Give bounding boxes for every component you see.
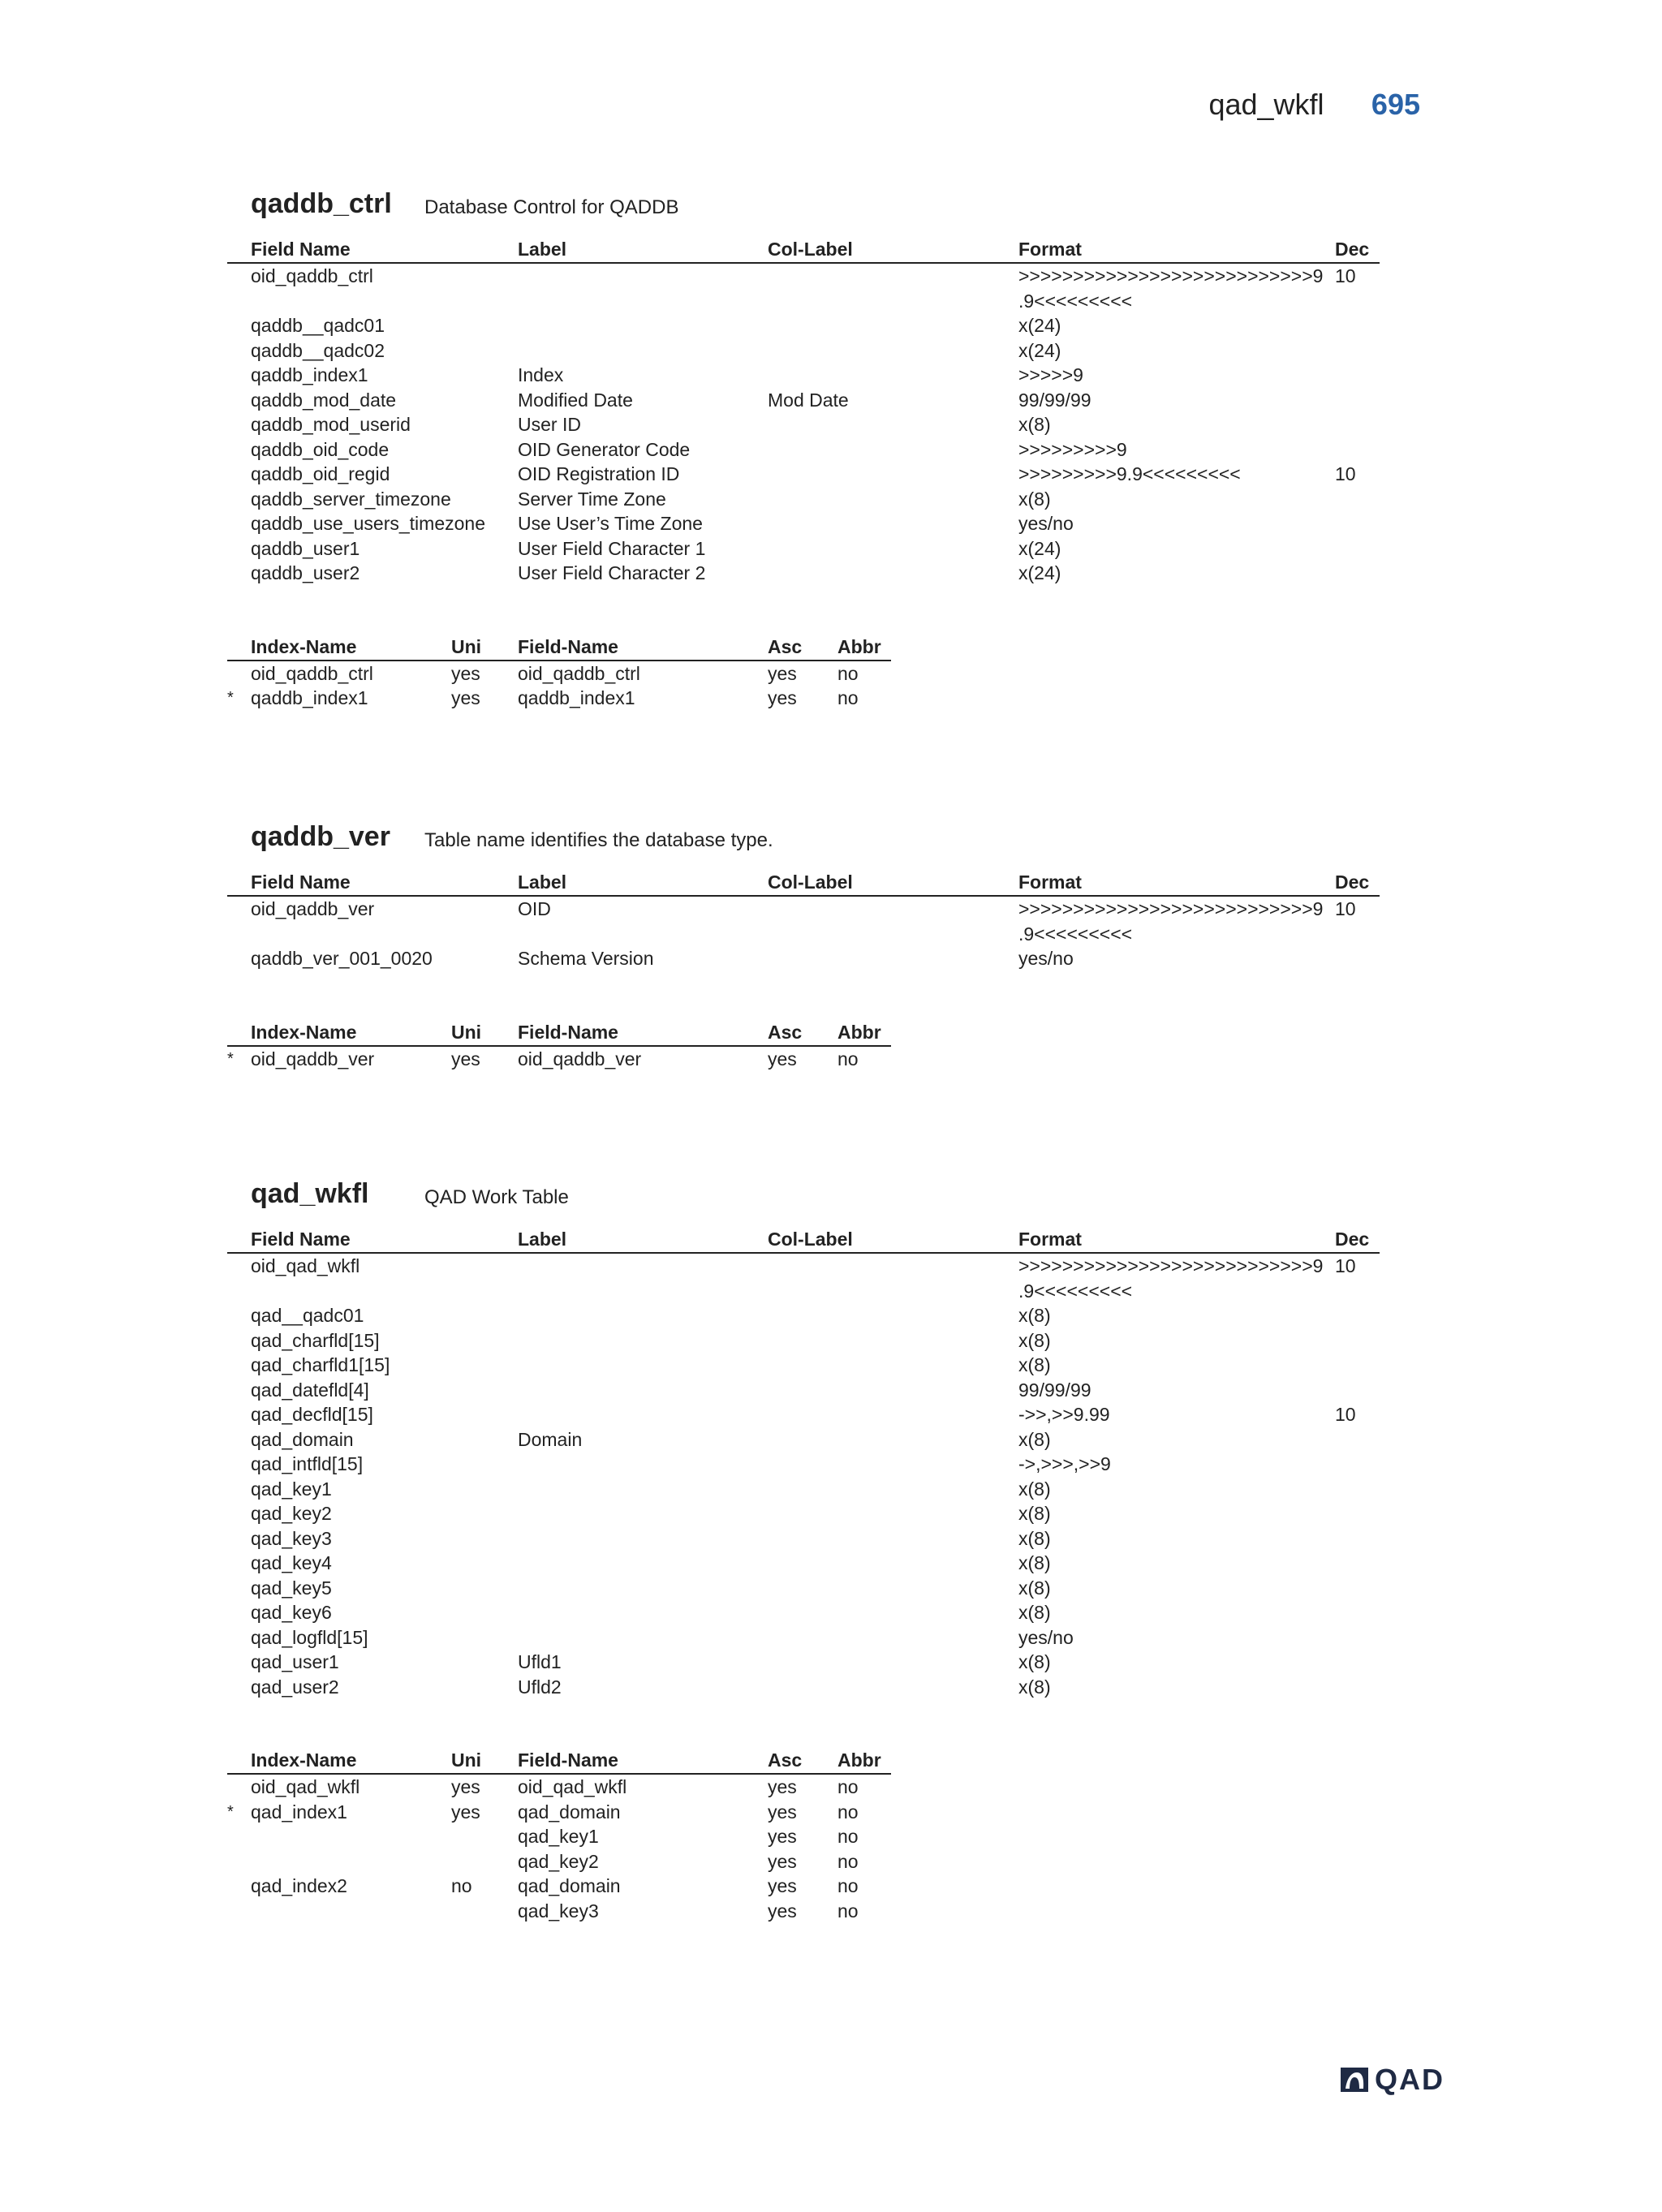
table-section-qaddb_ver <box>227 821 1380 1071</box>
field-table-header <box>227 237 1380 262</box>
primary-index-marker: * <box>227 1049 234 1068</box>
index-cell: yes <box>768 1850 797 1872</box>
field-row <box>227 1551 1380 1576</box>
index-cell: yes <box>451 662 480 684</box>
field-row <box>227 1254 1380 1279</box>
field-cell: qaddb_user2 <box>251 562 360 583</box>
qad-logo <box>1339 2063 1445 2097</box>
field-row <box>227 1600 1380 1625</box>
index-cell: no <box>837 1900 859 1922</box>
index-cell: qaddb_index1 <box>251 687 368 708</box>
index-cell: no <box>837 687 859 708</box>
column-header: Field-Name <box>518 635 618 657</box>
index-cell: no <box>837 1875 859 1896</box>
field-row <box>227 1402 1380 1427</box>
running-title: qad_wkfl <box>1208 88 1324 121</box>
field-cell: yes/no <box>1018 948 1074 969</box>
index-cell: no <box>837 1826 859 1847</box>
index-table <box>227 635 1380 711</box>
field-row <box>227 462 1380 487</box>
field-row <box>227 1625 1380 1650</box>
field-cell: qaddb_index1 <box>251 364 368 385</box>
column-header: Col-Label <box>768 871 853 893</box>
field-cell: x(8) <box>1018 1428 1051 1450</box>
index-cell: no <box>837 1048 859 1069</box>
field-cell: >>>>>9 <box>1018 364 1083 385</box>
field-cell: qad_key4 <box>251 1552 332 1573</box>
field-cell: qad_user1 <box>251 1651 339 1672</box>
field-row <box>227 289 1380 314</box>
index-row <box>227 1800 1380 1825</box>
field-cell: 10 <box>1335 1255 1356 1276</box>
field-cell: .9<<<<<<<<< <box>1018 923 1133 945</box>
field-row <box>227 1328 1380 1353</box>
field-cell: qad_user2 <box>251 1676 339 1698</box>
table-description: Table name identifies the database type. <box>424 829 773 851</box>
field-cell: yes/no <box>1018 1626 1074 1648</box>
index-row <box>227 1824 1380 1849</box>
field-table <box>227 870 1380 971</box>
field-row <box>227 1452 1380 1477</box>
index-table-header <box>227 1020 1380 1045</box>
field-cell: Ufld2 <box>518 1676 562 1698</box>
field-cell: x(8) <box>1018 1552 1051 1573</box>
index-row <box>227 1047 1380 1072</box>
index-cell: no <box>837 1776 859 1797</box>
field-cell: .9<<<<<<<<< <box>1018 1280 1133 1302</box>
field-cell: ->>,>>9.99 <box>1018 1404 1110 1425</box>
column-header: Asc <box>768 1021 803 1043</box>
index-cell: yes <box>451 1801 480 1823</box>
field-row <box>227 437 1380 463</box>
index-table-header <box>227 635 1380 660</box>
field-row <box>227 487 1380 512</box>
field-cell: qaddb_ver_001_0020 <box>251 948 433 969</box>
field-cell: Schema Version <box>518 948 654 969</box>
field-cell: 10 <box>1335 265 1356 286</box>
index-table <box>227 1020 1380 1072</box>
index-cell: yes <box>451 687 480 708</box>
field-cell: x(8) <box>1018 488 1051 510</box>
field-row <box>227 1650 1380 1675</box>
field-row <box>227 536 1380 562</box>
column-header: Uni <box>451 1749 482 1771</box>
field-table <box>227 1227 1380 1699</box>
index-row <box>227 1849 1380 1874</box>
field-cell: qad_key2 <box>251 1503 332 1524</box>
field-cell: qad_decfld[15] <box>251 1404 373 1425</box>
column-header: Asc <box>768 1749 803 1771</box>
field-cell: qad_charfld[15] <box>251 1329 380 1351</box>
field-row <box>227 922 1380 947</box>
index-cell: qad_key1 <box>518 1826 599 1847</box>
table-heading <box>251 188 1380 237</box>
column-header: Asc <box>768 635 803 657</box>
field-row <box>227 1279 1380 1304</box>
table-name: qaddb_ctrl <box>251 188 392 219</box>
field-cell: qad__qadc01 <box>251 1305 364 1326</box>
field-cell: Use User’s Time Zone <box>518 513 703 534</box>
primary-index-marker: * <box>227 1802 234 1821</box>
column-header: Abbr <box>837 635 881 657</box>
field-cell: Domain <box>518 1428 583 1450</box>
field-cell: oid_qaddb_ctrl <box>251 265 373 286</box>
column-header: Dec <box>1335 239 1370 260</box>
column-header: Field-Name <box>518 1021 618 1043</box>
index-cell: yes <box>768 1875 797 1896</box>
field-row <box>227 1477 1380 1502</box>
field-table <box>227 237 1380 586</box>
index-cell: oid_qaddb_ver <box>518 1048 642 1069</box>
field-row <box>227 313 1380 338</box>
page-header <box>1208 88 1420 122</box>
field-row <box>227 363 1380 388</box>
column-header: Abbr <box>837 1021 881 1043</box>
field-cell: User ID <box>518 414 581 435</box>
field-cell: x(24) <box>1018 537 1061 559</box>
field-row <box>227 412 1380 437</box>
field-cell: x(24) <box>1018 315 1061 336</box>
field-cell: qaddb_oid_regid <box>251 463 390 484</box>
field-cell: 10 <box>1335 463 1356 484</box>
field-table-header <box>227 1227 1380 1252</box>
table-heading <box>251 1178 1380 1227</box>
field-cell: >>>>>>>>>9 <box>1018 438 1127 460</box>
table-heading <box>251 821 1380 870</box>
field-cell: x(8) <box>1018 414 1051 435</box>
index-cell: qad_domain <box>518 1875 621 1896</box>
column-header: Field-Name <box>518 1749 618 1771</box>
qad-logo-icon <box>1339 2066 1370 2094</box>
field-cell: oid_qaddb_ver <box>251 898 375 919</box>
field-row <box>227 511 1380 536</box>
index-cell: yes <box>768 1801 797 1823</box>
index-cell: no <box>837 1801 859 1823</box>
index-cell: qad_key3 <box>518 1900 599 1922</box>
field-row <box>227 1526 1380 1551</box>
field-cell: Index <box>518 364 564 385</box>
field-cell: qaddb_server_timezone <box>251 488 451 510</box>
field-cell: yes/no <box>1018 513 1074 534</box>
index-cell: qad_index1 <box>251 1801 347 1823</box>
column-header: Uni <box>451 1021 482 1043</box>
field-cell: qad_key1 <box>251 1478 332 1500</box>
column-header: Format <box>1018 871 1082 893</box>
field-cell: qad_key3 <box>251 1527 332 1549</box>
table-description: QAD Work Table <box>424 1186 569 1208</box>
field-cell: x(8) <box>1018 1503 1051 1524</box>
field-row <box>227 1353 1380 1378</box>
field-cell: 10 <box>1335 1404 1356 1425</box>
index-row <box>227 686 1380 711</box>
index-cell: oid_qad_wkfl <box>518 1776 627 1797</box>
index-cell: yes <box>768 1048 797 1069</box>
column-header: Dec <box>1335 871 1370 893</box>
column-header: Index-Name <box>251 1749 357 1771</box>
index-cell: yes <box>768 1900 797 1922</box>
index-cell: oid_qaddb_ctrl <box>251 662 373 684</box>
column-header: Field Name <box>251 871 351 893</box>
index-cell: qad_index2 <box>251 1875 347 1896</box>
page-number: 695 <box>1371 88 1420 121</box>
field-cell: 10 <box>1335 898 1356 919</box>
field-row <box>227 561 1380 586</box>
column-header: Col-Label <box>768 239 853 260</box>
field-cell: >>>>>>>>>>>>>>>>>>>>>>>>>>>9 <box>1018 265 1324 286</box>
field-cell: qad_datefld[4] <box>251 1379 369 1401</box>
field-cell: qaddb_use_users_timezone <box>251 513 485 534</box>
field-cell: qaddb__qadc02 <box>251 339 385 361</box>
field-cell: x(8) <box>1018 1478 1051 1500</box>
index-cell: no <box>451 1875 472 1896</box>
field-table-header <box>227 870 1380 895</box>
field-cell: Ufld1 <box>518 1651 562 1672</box>
primary-index-marker: * <box>227 689 234 707</box>
field-cell: x(8) <box>1018 1527 1051 1549</box>
index-cell: qaddb_index1 <box>518 687 635 708</box>
field-cell: x(8) <box>1018 1329 1051 1351</box>
field-cell: qaddb_mod_date <box>251 389 397 411</box>
field-cell: x(8) <box>1018 1577 1051 1599</box>
table-description: Database Control for QADDB <box>424 196 679 218</box>
field-cell: OID Generator Code <box>518 438 691 460</box>
field-cell: qad_charfld1[15] <box>251 1354 390 1375</box>
field-cell: x(24) <box>1018 339 1061 361</box>
field-cell: qad_key6 <box>251 1602 332 1623</box>
qad-logo-text: QAD <box>1375 2063 1445 2096</box>
column-header: Field Name <box>251 239 351 260</box>
index-cell: no <box>837 1850 859 1872</box>
field-row <box>227 1378 1380 1403</box>
index-cell: yes <box>451 1048 480 1069</box>
field-cell: Mod Date <box>768 389 849 411</box>
column-header: Format <box>1018 239 1082 260</box>
column-header: Abbr <box>837 1749 881 1771</box>
field-row <box>227 1501 1380 1526</box>
column-header: Field Name <box>251 1229 351 1250</box>
field-cell: x(8) <box>1018 1354 1051 1375</box>
field-row <box>227 897 1380 922</box>
column-header: Uni <box>451 635 482 657</box>
index-table-header <box>227 1748 1380 1773</box>
index-table <box>227 1748 1380 1923</box>
field-cell: >>>>>>>>>>>>>>>>>>>>>>>>>>>9 <box>1018 1255 1324 1276</box>
field-cell: Modified Date <box>518 389 633 411</box>
field-cell: qad_intfld[15] <box>251 1453 364 1474</box>
field-cell: >>>>>>>>>>>>>>>>>>>>>>>>>>>9 <box>1018 898 1324 919</box>
field-cell: .9<<<<<<<<< <box>1018 290 1133 312</box>
field-cell: qaddb_user1 <box>251 537 360 559</box>
index-cell: oid_qaddb_ctrl <box>518 662 640 684</box>
field-cell: 99/99/99 <box>1018 389 1091 411</box>
field-row <box>227 264 1380 289</box>
index-row <box>227 1899 1380 1924</box>
index-cell: oid_qad_wkfl <box>251 1776 360 1797</box>
field-cell: x(24) <box>1018 562 1061 583</box>
field-cell: qaddb_oid_code <box>251 438 390 460</box>
field-row <box>227 338 1380 364</box>
index-cell: yes <box>768 662 797 684</box>
index-cell: oid_qaddb_ver <box>251 1048 375 1069</box>
field-cell: oid_qad_wkfl <box>251 1255 360 1276</box>
column-header: Dec <box>1335 1229 1370 1250</box>
field-cell: User Field Character 1 <box>518 537 706 559</box>
index-cell: yes <box>768 1776 797 1797</box>
field-cell: ->,>>>,>>9 <box>1018 1453 1111 1474</box>
index-row <box>227 1874 1380 1899</box>
index-cell: qad_key2 <box>518 1850 599 1872</box>
column-header: Col-Label <box>768 1229 853 1250</box>
field-row <box>227 1303 1380 1328</box>
field-cell: 99/99/99 <box>1018 1379 1091 1401</box>
index-cell: yes <box>768 687 797 708</box>
index-cell: qad_domain <box>518 1801 621 1823</box>
field-row <box>227 946 1380 971</box>
column-header: Index-Name <box>251 635 357 657</box>
column-header: Label <box>518 871 567 893</box>
index-row <box>227 661 1380 686</box>
field-row <box>227 1576 1380 1601</box>
column-header: Label <box>518 1229 567 1250</box>
table-section-qad_wkfl <box>227 1178 1380 1923</box>
field-cell: qaddb_mod_userid <box>251 414 411 435</box>
column-header: Format <box>1018 1229 1082 1250</box>
field-cell: x(8) <box>1018 1602 1051 1623</box>
field-row <box>227 388 1380 413</box>
field-cell: qaddb__qadc01 <box>251 315 385 336</box>
field-cell: Server Time Zone <box>518 488 666 510</box>
field-row <box>227 1427 1380 1452</box>
field-cell: OID <box>518 898 551 919</box>
table-name: qad_wkfl <box>251 1178 369 1209</box>
table-section-qaddb_ctrl <box>227 188 1380 711</box>
index-cell: no <box>837 662 859 684</box>
field-cell: x(8) <box>1018 1651 1051 1672</box>
field-cell: qad_key5 <box>251 1577 332 1599</box>
column-header: Label <box>518 239 567 260</box>
table-name: qaddb_ver <box>251 821 390 852</box>
column-header: Index-Name <box>251 1021 357 1043</box>
index-cell: yes <box>768 1826 797 1847</box>
field-cell: >>>>>>>>>9.9<<<<<<<<< <box>1018 463 1241 484</box>
field-cell: qad_domain <box>251 1428 354 1450</box>
field-cell: User Field Character 2 <box>518 562 706 583</box>
index-cell: yes <box>451 1776 480 1797</box>
field-cell: qad_logfld[15] <box>251 1626 368 1648</box>
field-cell: OID Registration ID <box>518 463 680 484</box>
field-row <box>227 1675 1380 1700</box>
field-cell: x(8) <box>1018 1676 1051 1698</box>
index-row <box>227 1775 1380 1800</box>
field-cell: x(8) <box>1018 1305 1051 1326</box>
